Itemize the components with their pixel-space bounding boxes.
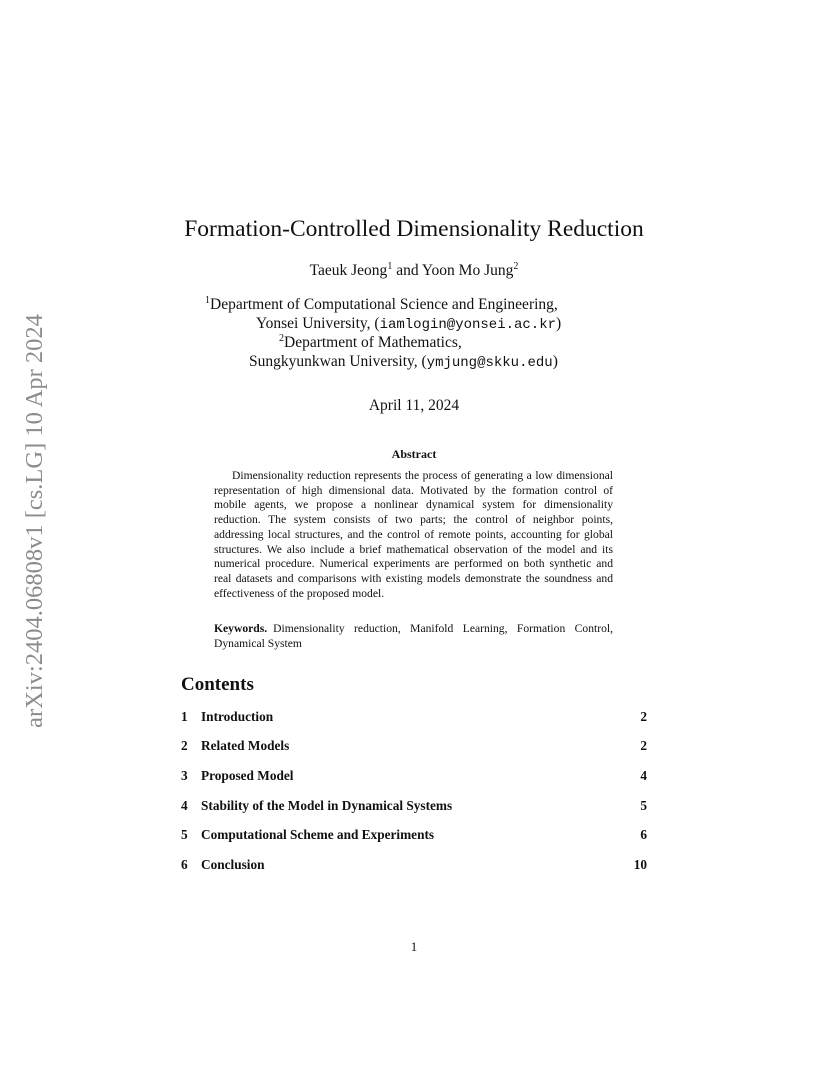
keywords-label: Keywords. [214, 622, 268, 635]
toc-entry[interactable] [181, 738, 647, 756]
toc-page[interactable]: 6 [640, 827, 647, 842]
abstract-text: Dimensionality reduction represents the process of generating a low dimensional representation of high dimensional data. Motivated by the formation control of mobile agents, we propose a nonlinear dynamical system for dimensionality reduction. The system consists of two parts; the control of neighbor points, addressing local structures, and the control of remote points, accounting for global structures. We also include a brief mathematical observation of the model and its numerical procedure. Numerical experiments are performed on both synthetic and real datasets and comparisons with existing models demonstrate the soundness and effectiveness of the proposed model. [214, 469, 613, 600]
toc-entry[interactable] [181, 827, 647, 845]
toc-number: 4 [181, 798, 188, 813]
affiliation-1-close: ) [556, 315, 562, 332]
arxiv-side-stamp [17, 286, 57, 756]
toc-title[interactable]: Introduction [201, 709, 274, 724]
toc-title[interactable]: Proposed Model [201, 768, 294, 783]
affiliation-2-line-2 [249, 353, 558, 371]
author-line [0, 262, 828, 280]
toc-number: 6 [181, 857, 188, 872]
arxiv-id: arXiv:2404.06808v1 [cs.LG] 10 Apr 2024 [21, 314, 48, 728]
toc-number: 3 [181, 768, 188, 783]
affiliation-2-sup: 2 [279, 333, 284, 344]
toc-entry[interactable] [181, 798, 647, 816]
toc-title[interactable]: Conclusion [201, 857, 265, 872]
author-2-sup: 2 [513, 261, 519, 272]
affiliation-2-univ: Sungkyunkwan University, ( [249, 353, 427, 370]
author-2: Yoon Mo Jung [421, 262, 514, 279]
author-1-sup: 1 [387, 261, 393, 272]
affiliation-2-close: ) [552, 353, 558, 370]
affiliation-2-line-1 [279, 334, 462, 352]
affiliation-1-line-1 [205, 296, 558, 314]
toc-number: 1 [181, 709, 188, 724]
toc-number: 2 [181, 738, 188, 753]
toc-page[interactable]: 5 [640, 798, 647, 813]
keywords [214, 622, 613, 651]
page-number: 1 [410, 939, 418, 954]
paper-title: Formation-Controlled Dimensionality Reduction [184, 216, 644, 242]
toc-title[interactable]: Stability of the Model in Dynamical Systems [201, 798, 453, 813]
affiliation-1-email: iamlogin@yonsei.ac.kr [379, 317, 557, 333]
toc-title[interactable]: Related Models [201, 738, 290, 753]
keywords-text: Dimensionality reduction, Manifold Learning, Formation Control, Dynamical System [214, 622, 613, 650]
affiliation-2-email: ymjung@skku.edu [426, 355, 553, 371]
affiliation-1-dept: Department of Computational Science and Engineering, [210, 296, 558, 313]
abstract-heading: Abstract [391, 447, 437, 461]
toc-entry[interactable] [181, 857, 647, 875]
toc-number: 5 [181, 827, 188, 842]
toc-page[interactable]: 2 [640, 738, 647, 753]
affiliation-1-line-2 [256, 315, 561, 333]
contents-heading: Contents [181, 674, 254, 695]
paper-date: April 11, 2024 [368, 397, 460, 414]
author-1: Taeuk Jeong [309, 262, 388, 279]
toc-entry[interactable] [181, 709, 647, 727]
affiliation-1-sup: 1 [205, 295, 210, 306]
toc-page[interactable]: 4 [640, 768, 647, 783]
toc-entry[interactable] [181, 768, 647, 786]
toc-page[interactable]: 2 [640, 709, 647, 724]
affiliation-2-dept: Department of Mathematics, [284, 334, 462, 351]
toc-title[interactable]: Computational Scheme and Experiments [201, 827, 435, 842]
author-and: and [396, 262, 419, 279]
toc-page[interactable]: 10 [633, 857, 647, 872]
affiliation-1-univ: Yonsei University, ( [256, 315, 380, 332]
